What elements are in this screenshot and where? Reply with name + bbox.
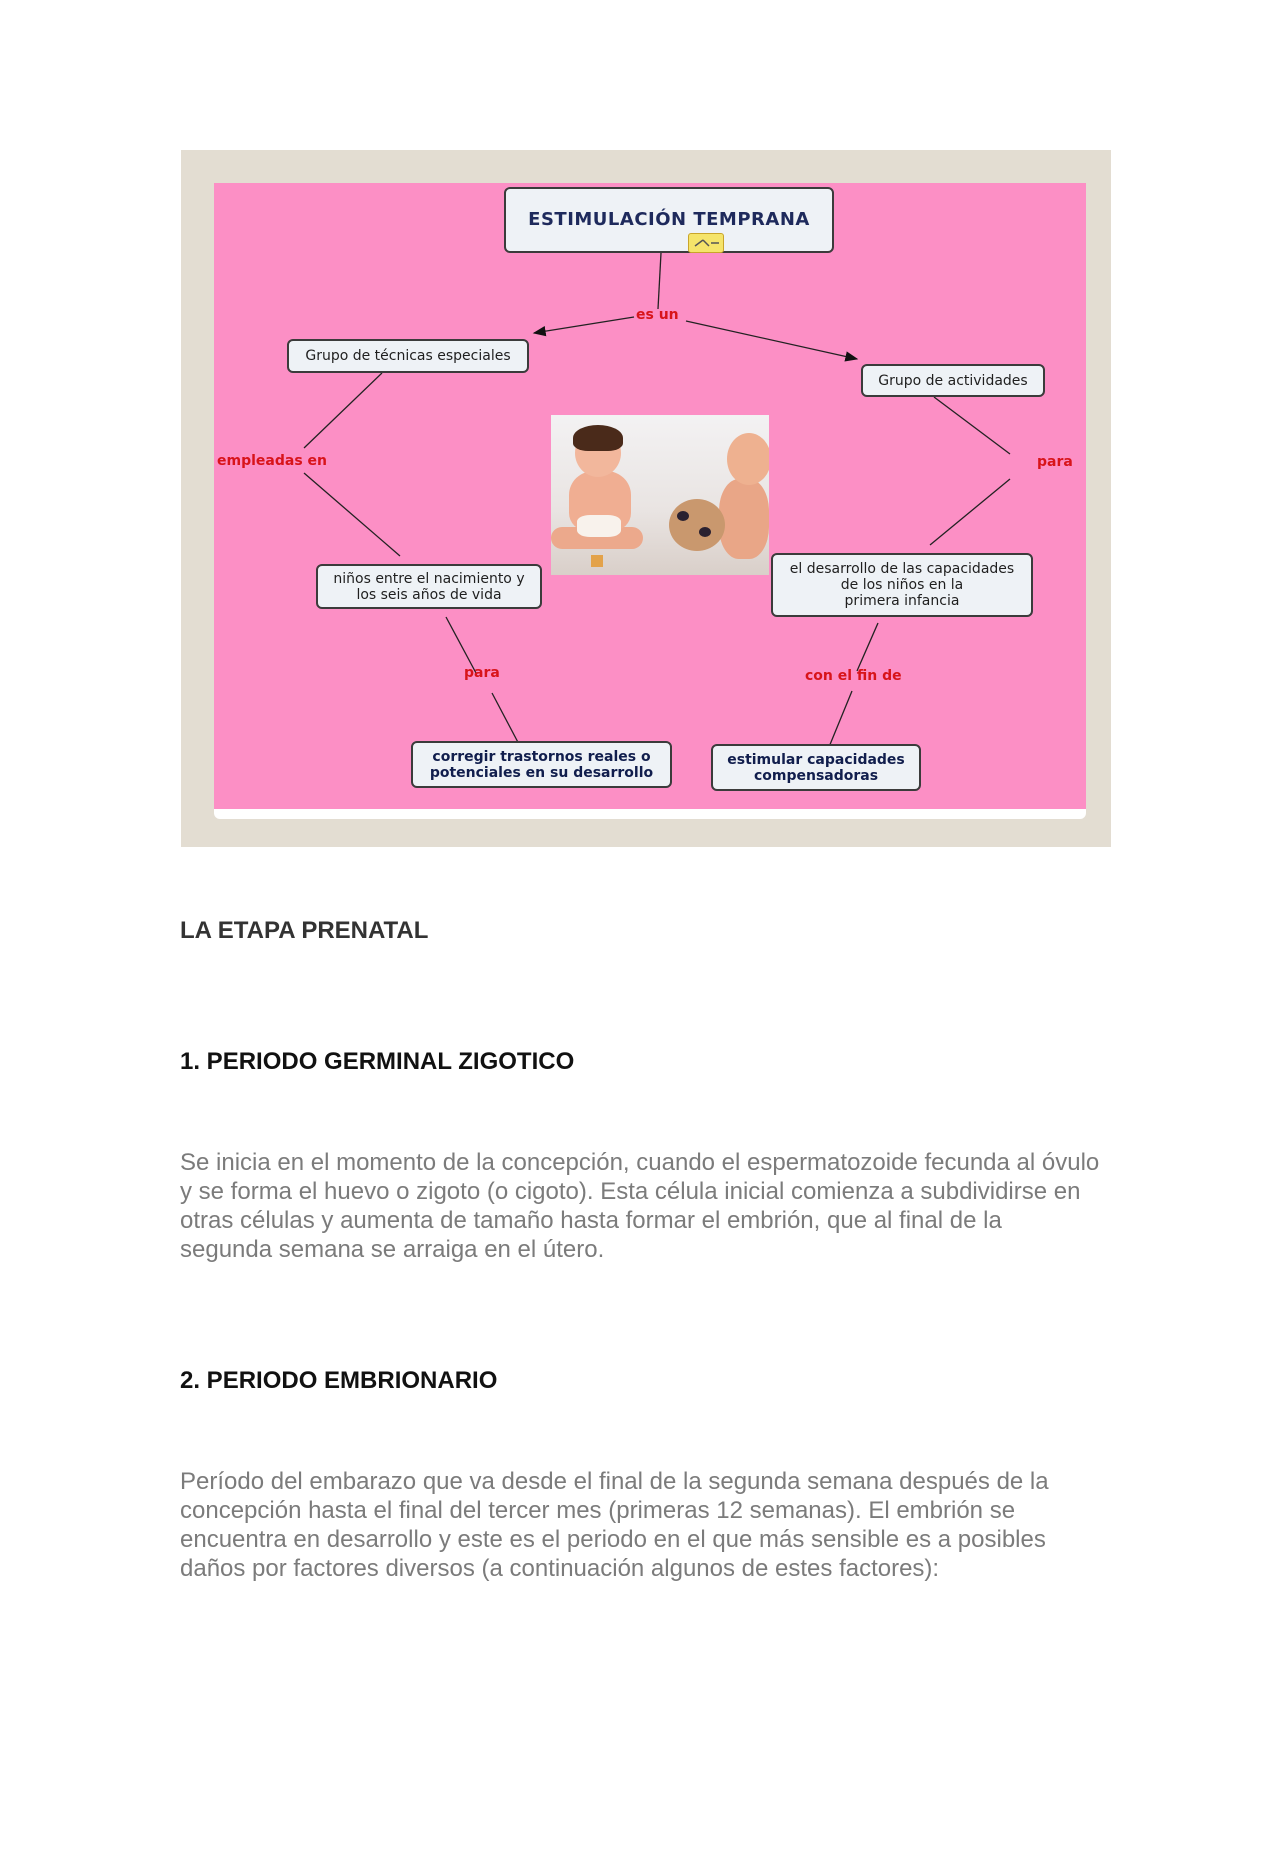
period2-heading: 2. PERIODO EMBRIONARIO: [180, 1367, 498, 1394]
concept-node-corregir: corregir trastornos reales o potenciales en su desarrollo: [411, 741, 672, 788]
link-label-empleadas-en: empleadas en: [217, 453, 327, 469]
period2-paragraph: Período del embarazo que va desde el final de la segunda semana después de la concepción hasta el final del tercer mes (primeras 12 semanas). El embrión se encuentra en desarrollo y este es el periodo en el que más sensible es a posibles daños por factores diversos (a continuación algunos de estes factores):: [180, 1468, 1049, 1582]
concept-node-estimular: estimular capacidades compensadoras: [711, 744, 921, 791]
link-esun-tecnicas: [534, 317, 634, 333]
link-label-con-el-fin-de: con el fin de: [805, 668, 902, 684]
concept-title-node: ESTIMULACIÓN TEMPRANA: [504, 187, 834, 253]
section-title: LA ETAPA PRENATAL: [180, 917, 429, 944]
link-label-para-right: para: [1037, 454, 1073, 470]
concept-node-desarrollo: el desarrollo de las capacidades de los niños en la primera infancia: [771, 553, 1033, 617]
link-label-es-un: es un: [636, 307, 679, 323]
link-title-esun: [658, 253, 661, 309]
concept-map-canvas: [214, 183, 1086, 819]
period1-paragraph: Se inicia en el momento de la concepción, cuando el espermatozoide fecunda al óvulo y se forma el huevo o zigoto (o cigoto). Esta célula inicial comienza a subdividirse en otras células y aumenta de tamaño hasta formar el embrión, que al final de la segunda semana se arraiga en el útero.: [180, 1149, 1100, 1263]
link-actividades-para: [934, 397, 1010, 454]
link-label-para-left: para: [464, 665, 500, 681]
concept-node-ninos: niños entre el nacimiento y los seis años de vida: [316, 564, 542, 609]
link-tecnicas-empleadas: [304, 373, 382, 448]
link-esun-actividades: [686, 321, 857, 359]
link-confin-estimular: [829, 691, 852, 747]
concept-map-figure: [181, 150, 1111, 847]
period1-heading: 1. PERIODO GERMINAL ZIGOTICO: [180, 1048, 575, 1075]
concept-node-actividades: Grupo de actividades: [861, 364, 1045, 397]
babies-photo: [551, 415, 769, 575]
note-attachment-icon: [688, 233, 724, 253]
link-para-desarrollo: [930, 479, 1010, 545]
link-para-corregir: [492, 693, 521, 748]
link-empleadas-ninos: [304, 473, 400, 556]
concept-node-tecnicas: Grupo de técnicas especiales: [287, 339, 529, 373]
link-desarrollo-confin: [857, 623, 878, 671]
